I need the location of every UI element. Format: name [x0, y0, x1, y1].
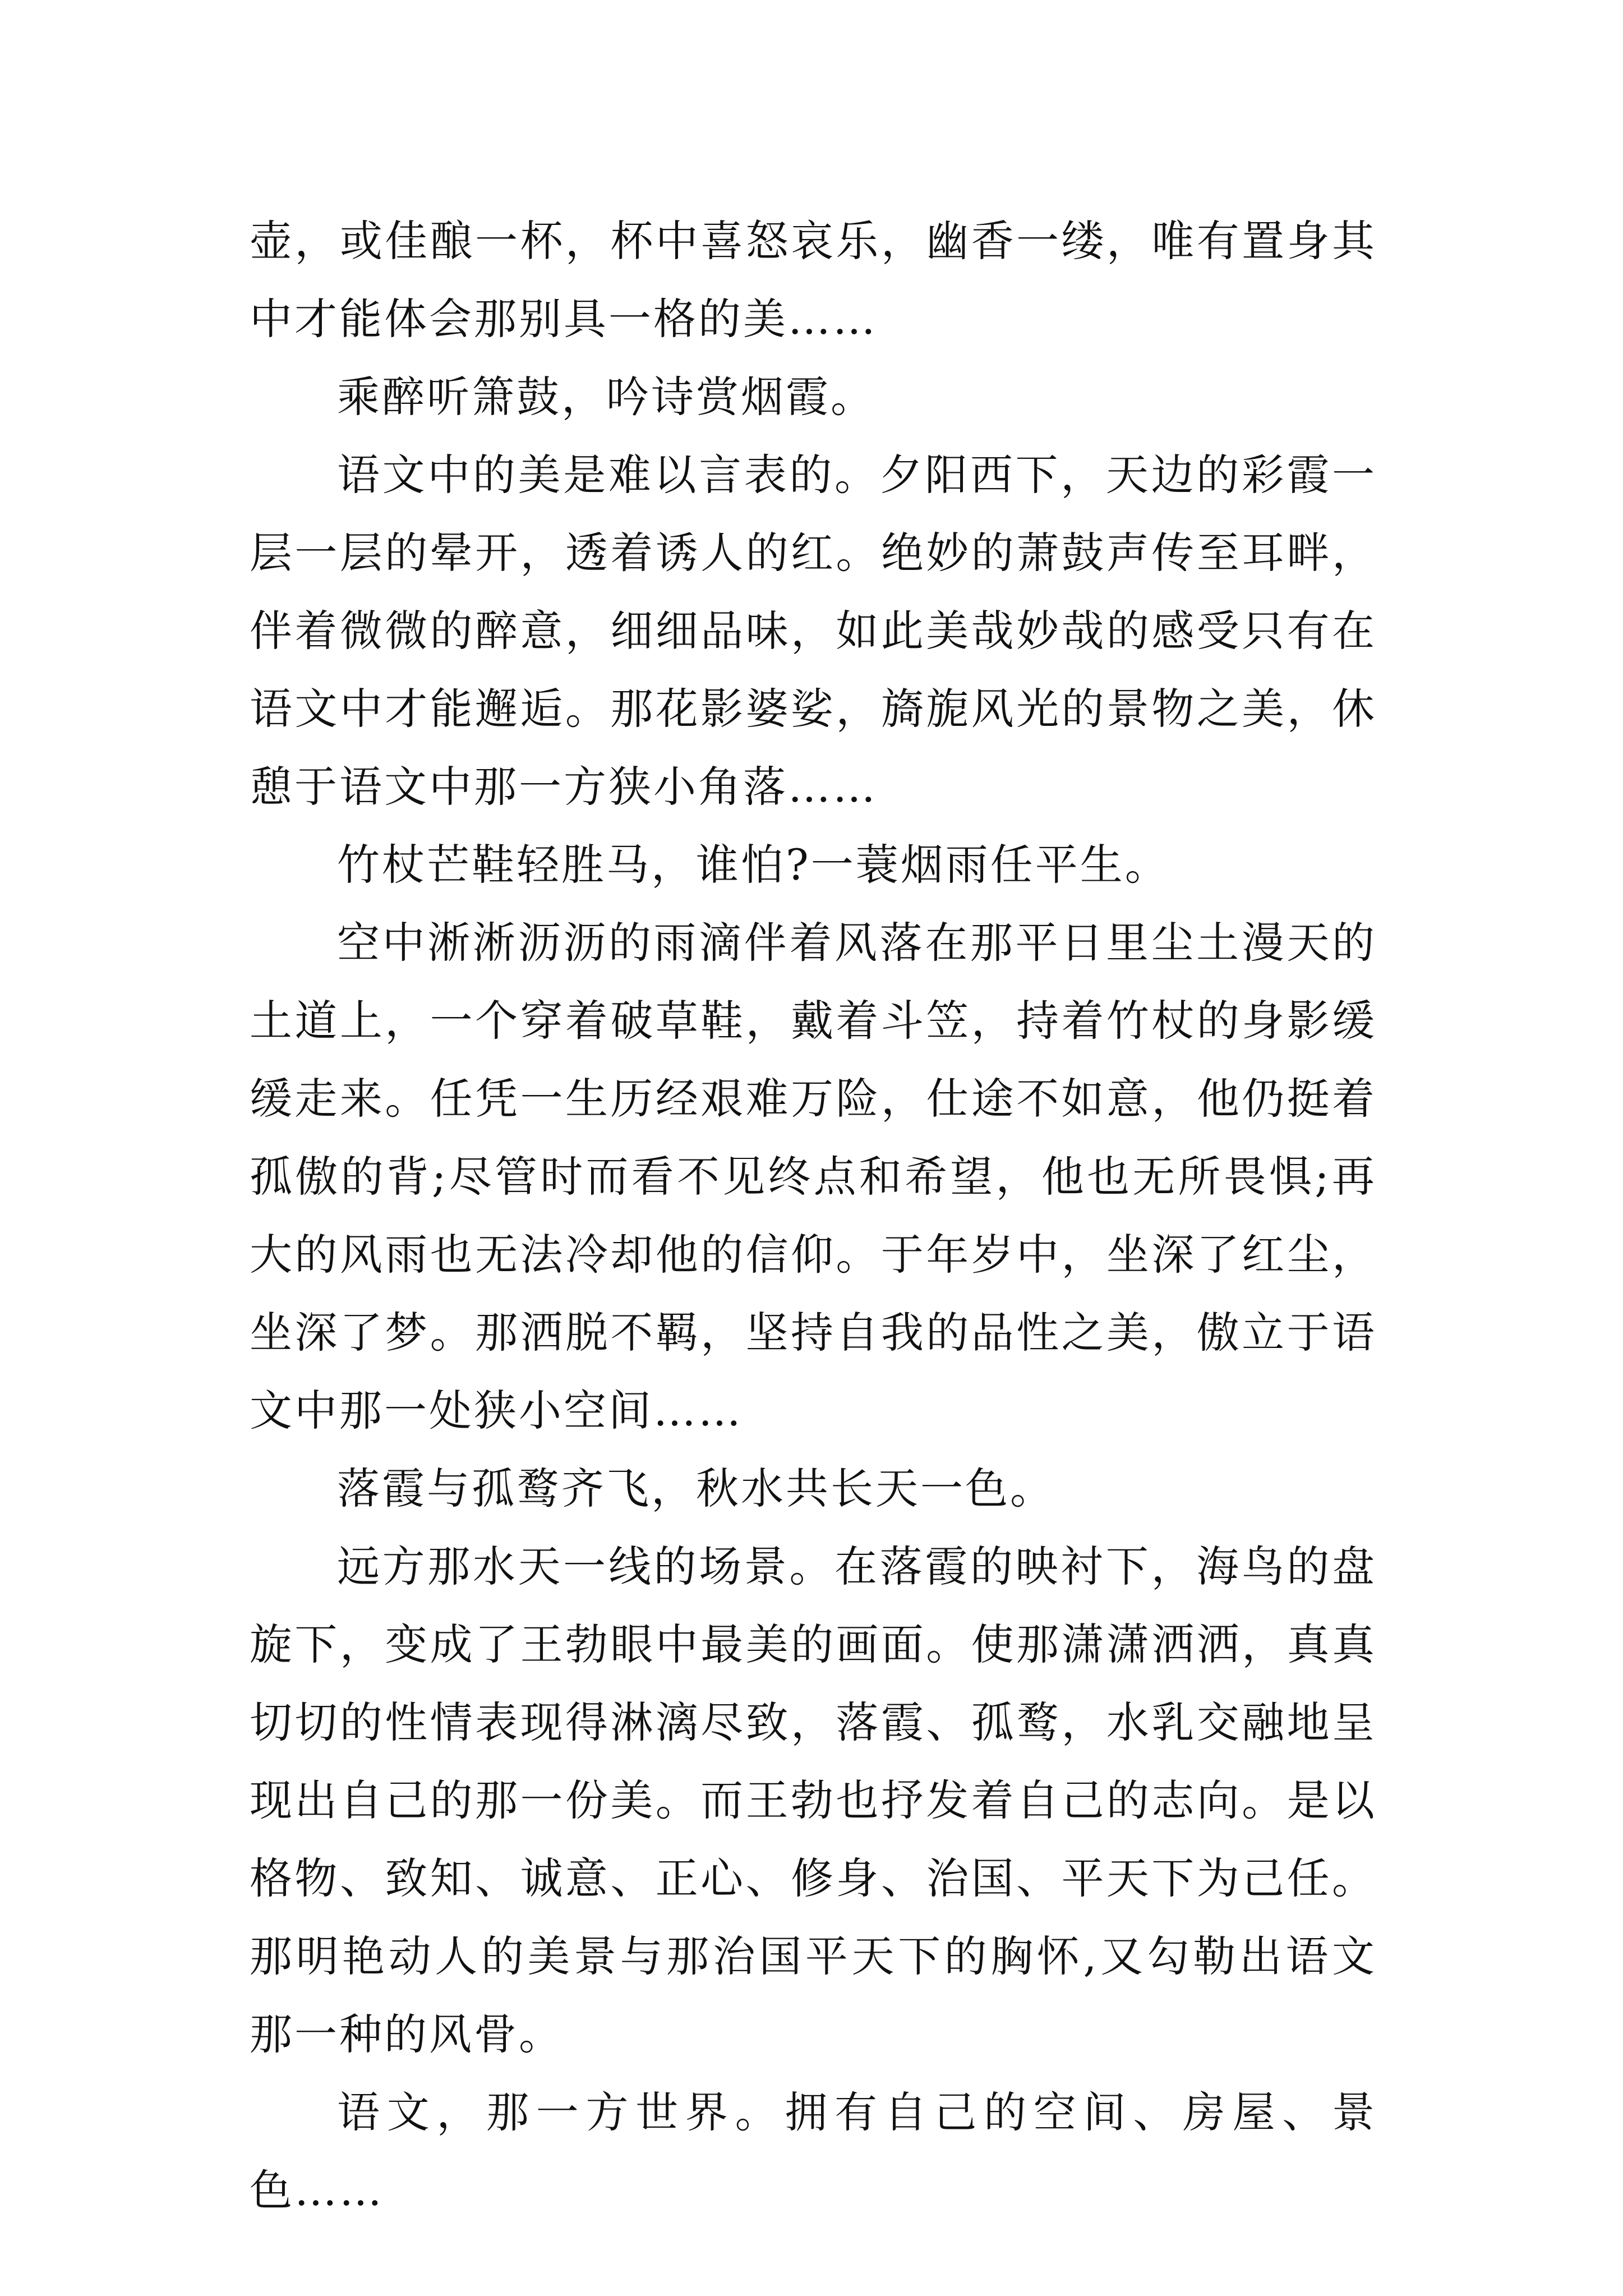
paragraph-2-verse: 乘醉听箫鼓，吟诗赏烟霞。 [337, 372, 875, 422]
paragraph-1: 壶，或佳酿一杯，杯中喜怒哀乐，幽香一缕，唯有置身其中才能体会那别具一格的美…… [250, 216, 1377, 344]
paragraph-4-verse: 竹杖芒鞋轻胜马，谁怕?一蓑烟雨任平生。 [337, 840, 1170, 890]
paragraph-7: 远方那水天一线的场景。在落霞的映衬下，海鸟的盘旋下，变成了王勃眼中最美的画面。使那潇潇洒洒，真真切切的性情表现得淋漓尽致，落霞、孤鹜，水乳交融地呈现出自己的那一份美。而王勃也抒发着自己的志向。是以格物、致知、诚意、正心、修身、治国、平天下为己任。那明艳动人的美景与那治国平天下的胸怀,又勾勒出语文那一种的风骨。 [250, 1542, 1377, 2059]
paragraph-6-verse: 落霞与孤鹜齐飞，秋水共长天一色。 [337, 1464, 1055, 1513]
paragraph-5: 空中淅淅沥沥的雨滴伴着风落在那平日里尘土漫天的土道上，一个穿着破草鞋，戴着斗笠，持着竹杖的身影缓缓走来。任凭一生历经艰难万险，仕途不如意，他仍挺着孤傲的背;尽管时而看不见终点和希望，他也无所畏惧;再大的风雨也无法冷却他的信仰。于年岁中，坐深了红尘，坐深了梦。那洒脱不羁，坚持自我的品性之美，傲立于语文中那一处狭小空间…… [250, 918, 1377, 1435]
paragraph-3: 语文中的美是难以言表的。夕阳西下，天边的彩霞一层一层的晕开，透着诱人的红。绝妙的萧鼓声传至耳畔，伴着微微的醉意，细细品味，如此美哉妙哉的感受只有在语文中才能邂逅。那花影婆娑，旖旎风光的景物之美，休憩于语文中那一方狭小角落…… [250, 450, 1377, 812]
body-text [250, 202, 1377, 2229]
paragraph-8: 语文，那一方世界。拥有自己的空间、房屋、景色…… [250, 2087, 1377, 2215]
